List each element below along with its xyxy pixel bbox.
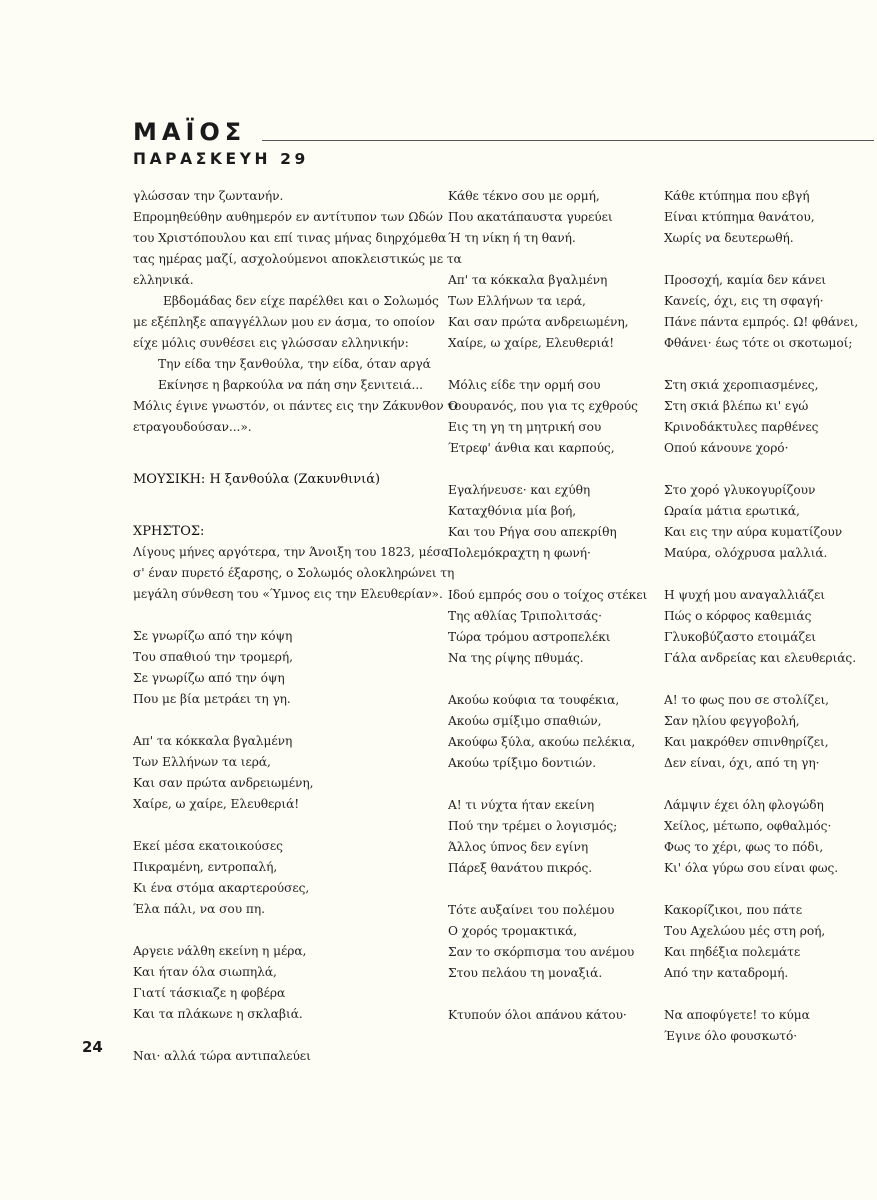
verse-line: Κακορίζικοι, που πάτε	[664, 903, 802, 917]
verse-line: Έτρεφ' άνθια και καρπούς,	[448, 441, 615, 455]
verse-line: Α! το φως που σε στολίζει,	[664, 693, 830, 707]
verse-line: Πού την τρέμει ο λογισμός;	[448, 819, 618, 833]
verse-line: Σε γνωρίζω από την κόψη	[133, 629, 293, 643]
prose-line: σ' έναν πυρετό έξαρσης, ο Σολωμός ολοκληρώνει τη	[133, 566, 455, 580]
verse-line: Και εις την αύρα κυματίζουν	[664, 525, 843, 539]
verse-line: Και σαν πρώτα ανδρειωμένη,	[448, 315, 629, 329]
verse-line: Και τα πλάκωνε η σκλαβιά.	[133, 1007, 303, 1021]
verse-line: Λάμψιν έχει όλη φλογώδη	[664, 798, 824, 812]
verse-line: Πικραμένη, εντροπαλή,	[133, 860, 278, 874]
verse-line: Χείλος, μέτωπο, οφθαλμός·	[664, 819, 832, 833]
verse-line: Και του Ρήγα σου απεκρίθη	[448, 525, 617, 539]
verse-line: Κρινοδάκτυλες παρθένες	[664, 420, 819, 434]
verse-line: Ιδού εμπρός σου ο τοίχος στέκει	[448, 588, 648, 602]
verse-line: Οπού κάνουνε χορό·	[664, 441, 789, 455]
verse-line: Αργειε νάλθη εκείνη η μέρα,	[133, 944, 307, 958]
header-rule	[262, 140, 874, 141]
verse-line: Από την καταδρομή.	[664, 966, 789, 980]
verse-line: Κτυπούν όλοι απάνου κάτου·	[448, 1008, 627, 1022]
verse-line: Ναι· αλλά τώρα αντιπαλεύει	[133, 1049, 311, 1063]
verse-line: Εις τη γη τη μητρική σου	[448, 420, 602, 434]
verse-line: Στου πελάου τη μοναξιά.	[448, 966, 603, 980]
quoted-verse-line: Την είδα την ξανθούλα, την είδα, όταν αργά	[158, 357, 431, 371]
verse-line: Φως το χέρι, φως το πόδι,	[664, 840, 824, 854]
quoted-verse-line: Εκίνησε η βαρκούλα να πάη σην ξενιτειά...	[158, 378, 424, 392]
verse-line: Και σαν πρώτα ανδρειωμένη,	[133, 776, 314, 790]
column-middle	[448, 186, 658, 1026]
month-title: ΜΑΪΟΣ	[133, 118, 247, 146]
verse-line: Κάθε τέκνο σου με ορμή,	[448, 189, 600, 203]
prose-line: ελληνικά.	[133, 273, 194, 287]
verse-line: Στη σκιά χεροπιασμένες,	[664, 378, 819, 392]
verse-line: Μαύρα, ολόχρυσα μαλλιά.	[664, 546, 828, 560]
verse-line: Η ψυχή μου αναγαλλιάζει	[664, 588, 825, 602]
verse-line: Κι ένα στόμα ακαρτερούσες,	[133, 881, 310, 895]
verse-line: Εκεί μέσα εκατοικούσες	[133, 839, 283, 853]
verse-line: Χωρίς να δευτερωθή.	[664, 231, 794, 245]
day-subtitle: ΠΑΡΑΣΚΕΥΗ 29	[133, 150, 309, 168]
speaker-heading: ΧΡΗΣΤΟΣ:	[133, 524, 205, 539]
verse-line: Δεν είναι, όχι, από τη γη·	[664, 756, 820, 770]
verse-line: Πάνε πάντα εμπρός. Ω! φθάνει,	[664, 315, 859, 329]
prose-line: του Χριστόπουλου και επί τινας μήνας διηρχόμεθα	[133, 231, 447, 245]
verse-line: Κι' όλα γύρω σου είναι φως.	[664, 861, 839, 875]
verse-line: Προσοχή, καμία δεν κάνει	[664, 273, 826, 287]
verse-line: Που με βία μετράει τη γη.	[133, 692, 291, 706]
verse-line: Ο ουρανός, που για τς εχθρούς	[448, 399, 638, 413]
verse-line: Και ήταν όλα σιωπηλά,	[133, 965, 277, 979]
verse-line: Του Αχελώου μές στη ροή,	[664, 924, 826, 938]
verse-line: Πάρεξ θανάτου πικρός.	[448, 861, 593, 875]
verse-line: Έλα πάλι, να σου πη.	[133, 902, 265, 916]
verse-line: Που ακατάπαυστα γυρεύει	[448, 210, 613, 224]
verse-line: Απ' τα κόκκαλα βγαλμένη	[133, 734, 293, 748]
verse-line: Της αθλίας Τριπολιτσάς·	[448, 609, 602, 623]
verse-line: Χαίρε, ω χαίρε, Ελευθεριά!	[448, 336, 615, 350]
verse-line: Ωραία μάτια ερωτικά,	[664, 504, 800, 518]
verse-line: Χαίρε, ω χαίρε, Ελευθεριά!	[133, 797, 300, 811]
verse-line: Γιατί τάσκιαζε η φοβέρα	[133, 986, 286, 1000]
verse-line: Πώς ο κόρφος καθεμιάς	[664, 609, 812, 623]
verse-line: Ακούω κούφια τα τουφέκια,	[448, 693, 620, 707]
verse-line: Ο χορός τρομακτικά,	[448, 924, 578, 938]
prose-line: Εβδομάδας δεν είχε παρέλθει και ο Σολωμός	[163, 294, 439, 308]
verse-line: Και μακρόθεν σπινθηρίζει,	[664, 735, 829, 749]
music-heading: ΜΟΥΣΙΚΗ: Η ξανθούλα (Ζακυνθινιά)	[133, 472, 381, 487]
verse-line: Τότε αυξαίνει του πολέμου	[448, 903, 615, 917]
verse-line: Είναι κτύπημα θανάτου,	[664, 210, 815, 224]
page-number: 24	[82, 1038, 103, 1056]
verse-line: Ακούω τρίξιμο δοντιών.	[448, 756, 597, 770]
verse-line: Ακούω σμίξιμο σπαθιών,	[448, 714, 602, 728]
verse-line: Ή τη νίκη ή τη θανή.	[448, 231, 576, 245]
verse-line: Φθάνει· έως τότε οι σκοτωμοί;	[664, 336, 853, 350]
verse-line: Να αποφύγετε! το κύμα	[664, 1008, 810, 1022]
prose-line: τας ημέρας μαζί, ασχολούμενοι αποκλειστικώς με τα	[133, 252, 462, 266]
prose-line: Λίγους μήνες αργότερα, την Άνοιξη του 1823, μέσα	[133, 545, 450, 559]
verse-line: Στο χορό γλυκογυρίζουν	[664, 483, 816, 497]
verse-line: Έγινε όλο φουσκωτό·	[664, 1029, 798, 1043]
verse-line: Σαν ηλίου φεγγοβολή,	[664, 714, 800, 728]
verse-line: Γλυκοβύζαστο ετοιμάζει	[664, 630, 817, 644]
prose-line: Μόλις έγινε γνωστόν, οι πάντες εις την Ζάκυνθον το	[133, 399, 462, 413]
prose-line: με εξέπληξε απαγγέλλων μου εν άσμα, το οποίον	[133, 315, 435, 329]
prose-line: γλώσσαν την ζωντανήν.	[133, 189, 284, 203]
verse-line: Εγαλήνευσε· και εχύθη	[448, 483, 591, 497]
verse-line: Τώρα τρόμου αστροπελέκι	[448, 630, 611, 644]
verse-line: Άλλος ύπνος δεν εγίνη	[448, 840, 589, 854]
verse-line: Α! τι νύχτα ήταν εκείνη	[448, 798, 595, 812]
verse-line: Μόλις είδε την ορμή σου	[448, 378, 601, 392]
verse-line: Να της ρίψης πθυμάς.	[448, 651, 584, 665]
verse-line: Στη σκιά βλέπω κι' εγώ	[664, 399, 809, 413]
verse-line: Των Ελλήνων τα ιερά,	[133, 755, 271, 769]
verse-line: Καταχθόνια μία βοή,	[448, 504, 577, 518]
prose-line: μεγάλη σύνθεση του «Ύμνος εις την Ελευθερίαν».	[133, 587, 443, 601]
verse-line: Σαν το σκόρπισμα του ανέμου	[448, 945, 635, 959]
column-left	[133, 186, 462, 1067]
column-right	[664, 186, 874, 1047]
verse-line: Σε γνωρίζω από την όψη	[133, 671, 285, 685]
verse-line: Και πηδέξια πολεμάτε	[664, 945, 801, 959]
prose-line: Επρομηθεύθην αυθημερόν εν αντίτυπον των Ωδών	[133, 210, 444, 224]
verse-line: Κάθε κτύπημα που εβγή	[664, 189, 810, 203]
prose-line: είχε μόλις συνθέσει εις γλώσσαν ελληνικήν:	[133, 336, 409, 350]
verse-line: Γάλα ανδρείας και ελευθεριάς.	[664, 651, 857, 665]
verse-line: Πολεμόκραχτη η φωνή·	[448, 546, 591, 560]
verse-line: Κανείς, όχι, εις τη σφαγή·	[664, 294, 824, 308]
verse-line: Των Ελλήνων τα ιερά,	[448, 294, 586, 308]
verse-line: Ακούφω ξύλα, ακούω πελέκια,	[448, 735, 636, 749]
verse-line: Απ' τα κόκκαλα βγαλμένη	[448, 273, 608, 287]
prose-line: ετραγουδούσαν...».	[133, 420, 252, 434]
verse-line: Του σπαθιού την τρομερή,	[133, 650, 293, 664]
